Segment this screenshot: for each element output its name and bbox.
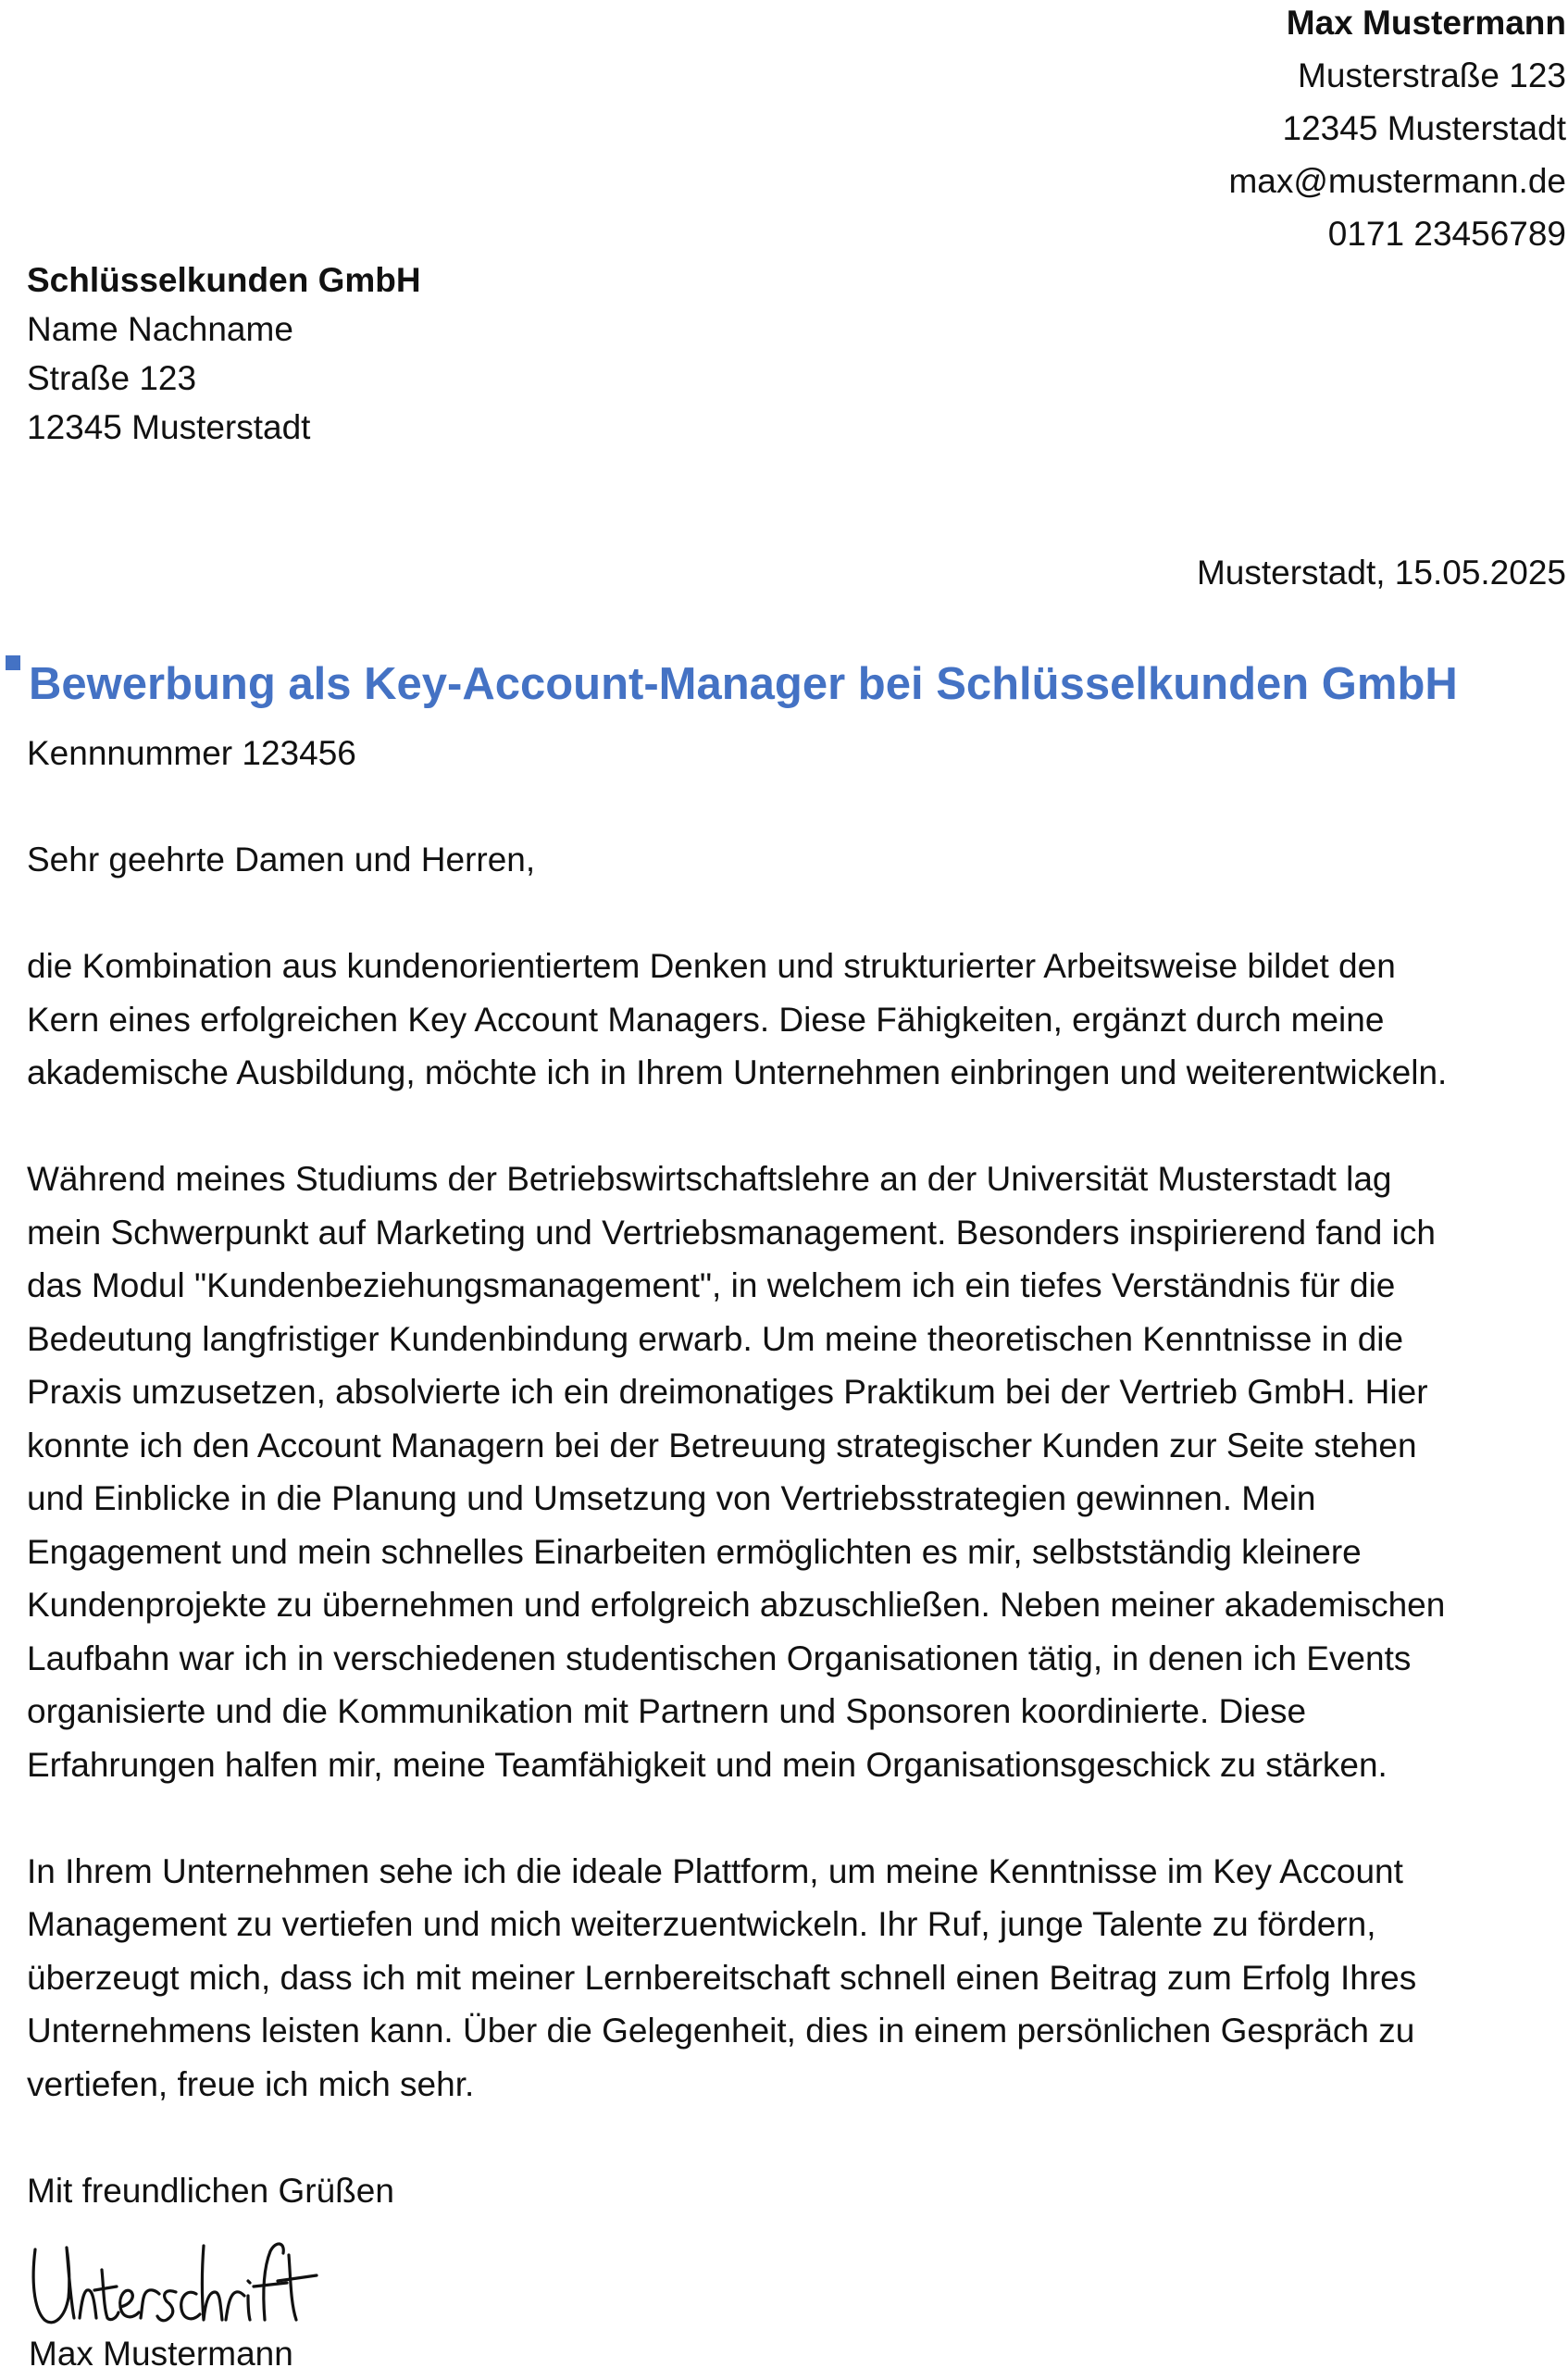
body-line: organisierte und die Kommunikation mit Partnern und Sponsoren koordinierte. Diese [27, 1692, 1307, 1730]
heading-marker [6, 655, 20, 670]
body-line: In Ihrem Unternehmen sehe ich die ideale Plattform, um meine Kenntnisse im Key Account [27, 1851, 1403, 1890]
body-line: und Einblicke in die Planung und Umsetzung von Vertriebsstrategien gewinnen. Mein [27, 1479, 1316, 1517]
body-line: Erfahrungen halfen mir, meine Teamfähigkeit und mein Organisationsgeschick zu stärken. [27, 1745, 1388, 1784]
salutation [27, 833, 1568, 887]
body-line: Während meines Studiums der Betriebswirtschaftslehre an der Universität Musterstadt lag [27, 1160, 1392, 1198]
letter-body [27, 833, 1568, 2271]
signer-name: Max Mustermann [29, 2335, 293, 2373]
body-line: vertiefen, freue ich mich sehr. [27, 2064, 475, 2103]
body-line: mein Schwerpunkt auf Marketing und Vertriebsmanagement. Besonders inspirierend fand ich [27, 1213, 1436, 1252]
recipient-contact: Name Nachname [27, 310, 293, 348]
letter-date: Musterstadt, 15.05.2025 [1196, 554, 1566, 592]
body-line: Kundenprojekte zu übernehmen und erfolgreich abzuschließen. Neben meiner akademischen [27, 1586, 1446, 1624]
salutation-text: Sehr geehrte Damen und Herren, [27, 841, 536, 878]
sender-street: Musterstraße 123 [1298, 56, 1566, 94]
closing-text: Mit freundlichen Grüßen [27, 2171, 394, 2210]
body-line: Kern eines erfolgreichen Key Account Managers. Diese Fähigkeiten, ergänzt durch meine [27, 1000, 1385, 1039]
sender-name: Max Mustermann [1286, 4, 1566, 42]
body-line: Praxis umzusetzen, absolvierte ich ein dreimonatiges Praktikum bei der Vertrieb GmbH. Hier [27, 1373, 1428, 1411]
body-line: Laufbahn war ich in verschiedenen studentischen Organisationen tätig, in denen ich Events [27, 1639, 1412, 1677]
reference-number: Kennnummer 123456 [27, 734, 356, 772]
sender-email: max@mustermann.de [1228, 162, 1566, 200]
recipient-company: Schlüsselkunden GmbH [27, 261, 421, 299]
sender-phone: 0171 23456789 [1327, 215, 1566, 253]
body-line: konnte ich den Account Managern bei der Betreuung strategischer Kunden zur Seite stehen [27, 1426, 1417, 1464]
closing [27, 2164, 1568, 2218]
body-line: Management zu vertiefen und mich weiterzuentwickeln. Ihr Ruf, junge Talente zu fördern, [27, 1905, 1376, 1943]
sender-block [1228, 0, 1566, 260]
recipient-block [27, 255, 421, 452]
body-line: die Kombination aus kundenorientiertem Denken und strukturierter Arbeitsweise bildet den [27, 947, 1396, 985]
body-line: überzeugt mich, dass ich mit meiner Lernbereitschaft schnell einen Beitrag zum Erfolg Ihres [27, 1958, 1417, 1997]
paragraph-3 [27, 1845, 1568, 2112]
sender-city: 12345 Musterstadt [1282, 109, 1566, 147]
body-line: Engagement und mein schnelles Einarbeiten ermöglichten es mir, selbstständig kleinere [27, 1532, 1362, 1571]
body-line: Unternehmens leisten kann. Über die Gelegenheit, dies in einem persönlichen Gespräch zu [27, 2012, 1415, 2050]
handwritten-signature [28, 2233, 324, 2335]
body-line: das Modul "Kundenbeziehungsmanagement", in welchem ich ein tiefes Verständnis für die [27, 1266, 1396, 1304]
paragraph-1 [27, 940, 1568, 1100]
body-line: Bedeutung langfristiger Kundenbindung erwarb. Um meine theoretischen Kenntnisse in die [27, 1319, 1404, 1358]
recipient-street: Straße 123 [27, 359, 197, 397]
letter-subject: Bewerbung als Key-Account-Manager bei Schlüsselkunden GmbH [29, 659, 1458, 709]
recipient-city: 12345 Musterstadt [27, 408, 311, 446]
body-line: akademische Ausbildung, möchte ich in Ihrem Unternehmen einbringen und weiterentwickeln. [27, 1053, 1448, 1091]
paragraph-2 [27, 1153, 1568, 1791]
